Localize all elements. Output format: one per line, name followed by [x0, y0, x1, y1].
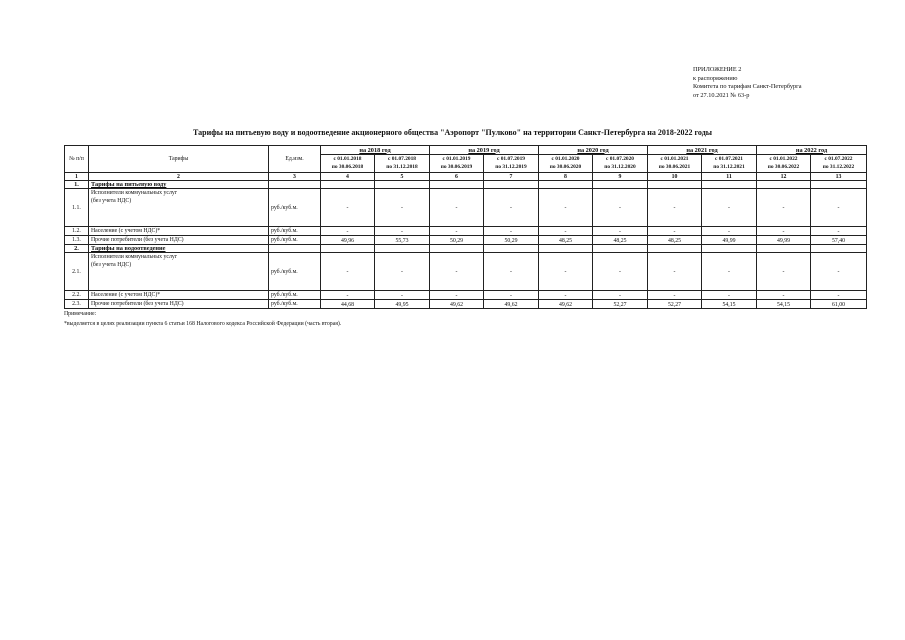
section-number: 2. — [65, 245, 89, 253]
empty-cell — [648, 181, 702, 189]
period-to: по 31.12.2018 — [386, 163, 418, 170]
tariff-value: - — [757, 227, 811, 236]
tariff-value: - — [321, 253, 375, 291]
column-number: 12 — [757, 173, 811, 181]
column-number: 10 — [648, 173, 702, 181]
tariff-table — [64, 145, 867, 309]
document-title: Тарифы на питьевую воду и водоотведение акционерного общества "Аэропорт "Пулково" на территории Санкт-Петербурга на 2018-2022 годы — [193, 128, 712, 137]
appendix-line: ПРИЛОЖЕНИЕ 2 — [693, 66, 742, 73]
tariff-value: 49,99 — [757, 236, 811, 245]
header-period — [375, 155, 430, 173]
tariff-value: - — [484, 189, 539, 227]
empty-cell — [648, 245, 702, 253]
empty-cell — [811, 181, 867, 189]
period-from: с 01.01.2022 — [769, 156, 798, 162]
row-number: 2.3. — [65, 300, 89, 309]
tariff-value: 50,29 — [484, 236, 539, 245]
row-label-line: Население (с учетом НДС)* — [91, 228, 161, 234]
header-unit: Ед.изм. — [269, 146, 321, 173]
empty-cell — [757, 181, 811, 189]
header-year: на 2021 год — [648, 146, 757, 155]
empty-cell — [702, 181, 757, 189]
footnote-label: Примечание: — [64, 311, 97, 317]
empty-cell — [269, 245, 321, 253]
tariff-value: 44,68 — [321, 300, 375, 309]
period-from: с 01.07.2021 — [715, 156, 743, 162]
row-label — [89, 227, 269, 236]
column-number: 11 — [702, 173, 757, 181]
header-period — [757, 155, 811, 173]
row-label-line: Исполнители коммунальных услуг — [91, 190, 178, 196]
tariff-value: - — [375, 291, 430, 300]
tariff-value: - — [702, 253, 757, 291]
tariff-value: 48,25 — [648, 236, 702, 245]
header-period — [430, 155, 484, 173]
tariff-value: 52,27 — [593, 300, 648, 309]
period-from: с 01.01.2019 — [442, 156, 471, 162]
period-from: с 01.07.2020 — [606, 156, 634, 162]
tariff-value: 49,62 — [539, 300, 593, 309]
header-period — [539, 155, 593, 173]
row-unit: руб./куб.м. — [269, 291, 321, 300]
tariff-value: - — [757, 291, 811, 300]
column-number: 9 — [593, 173, 648, 181]
appendix-block — [693, 66, 802, 100]
period-from: с 01.07.2018 — [388, 156, 416, 162]
column-number: 6 — [430, 173, 484, 181]
table-row — [65, 291, 867, 300]
empty-cell — [321, 245, 375, 253]
tariff-value: - — [430, 291, 484, 300]
empty-cell — [702, 245, 757, 253]
tariff-value: - — [757, 189, 811, 227]
appendix-line: к распоряжению — [693, 74, 738, 82]
tariff-value: - — [811, 189, 867, 227]
section-number: 1. — [65, 181, 89, 189]
column-number: 2 — [89, 173, 269, 181]
period-to: по 31.12.2019 — [495, 163, 527, 170]
tariff-value: - — [484, 253, 539, 291]
tariff-value: - — [430, 227, 484, 236]
period-to: по 31.12.2020 — [604, 163, 636, 170]
row-label-line: (без учета НДС) — [91, 262, 132, 268]
footnote — [64, 309, 341, 329]
row-label-line: Прочие потребители (без учета НДС) — [91, 237, 184, 243]
column-number: 3 — [269, 173, 321, 181]
appendix-line: Комитета по тарифам Санкт-Петербурга — [693, 83, 802, 91]
row-number: 2.1. — [65, 253, 89, 291]
period-to: по 30.06.2022 — [767, 163, 800, 170]
tariff-value: - — [757, 253, 811, 291]
period-from: с 01.01.2021 — [660, 156, 689, 162]
tariff-value: - — [648, 253, 702, 291]
tariff-value: 61,00 — [811, 300, 867, 309]
row-unit: руб./куб.м. — [269, 236, 321, 245]
tariff-value: - — [811, 227, 867, 236]
row-label-line: (без учета НДС) — [91, 198, 132, 204]
header-period — [321, 155, 375, 173]
period-to: по 30.06.2019 — [440, 163, 473, 170]
tariff-value: - — [811, 291, 867, 300]
empty-cell — [593, 181, 648, 189]
period-to: по 30.06.2018 — [331, 163, 364, 170]
tariff-value: 49,95 — [375, 300, 430, 309]
column-number: 13 — [811, 173, 867, 181]
tariff-value: 48,25 — [539, 236, 593, 245]
tariff-value: 52,27 — [648, 300, 702, 309]
period-to: по 31.12.2022 — [822, 163, 855, 170]
empty-cell — [430, 245, 484, 253]
table-row — [65, 253, 867, 291]
row-label — [89, 300, 269, 309]
empty-cell — [430, 181, 484, 189]
tariff-value: 57,40 — [811, 236, 867, 245]
tariff-value: 54,15 — [702, 300, 757, 309]
tariff-value: - — [484, 291, 539, 300]
tariff-value: - — [648, 189, 702, 227]
section-row — [65, 245, 867, 253]
section-title: Тарифы на водоотведение — [89, 245, 269, 253]
column-number: 4 — [321, 173, 375, 181]
tariff-value: - — [375, 253, 430, 291]
row-number: 1.2. — [65, 227, 89, 236]
header-year: на 2020 год — [539, 146, 648, 155]
empty-cell — [593, 245, 648, 253]
column-number: 1 — [65, 173, 89, 181]
tariff-value: 54,15 — [757, 300, 811, 309]
tariff-value: - — [648, 291, 702, 300]
tariff-value: - — [593, 189, 648, 227]
tariff-value: - — [593, 291, 648, 300]
tariff-value: - — [375, 227, 430, 236]
empty-cell — [321, 181, 375, 189]
tariff-value: 49,96 — [321, 236, 375, 245]
row-number: 1.3. — [65, 236, 89, 245]
table-row — [65, 300, 867, 309]
row-unit: руб./куб.м. — [269, 189, 321, 227]
row-label-line: Население (с учетом НДС)* — [91, 292, 161, 298]
header-period — [811, 155, 867, 173]
tariff-value: - — [539, 189, 593, 227]
header-tariff: Тарифы — [89, 146, 269, 173]
header-year: на 2022 год — [757, 146, 867, 155]
tariff-value: - — [539, 227, 593, 236]
empty-cell — [269, 181, 321, 189]
tariff-value: 49,62 — [484, 300, 539, 309]
tariff-value: 48,25 — [593, 236, 648, 245]
row-unit: руб./куб.м. — [269, 300, 321, 309]
table-row — [65, 227, 867, 236]
period-from: с 01.01.2018 — [333, 156, 362, 162]
empty-cell — [539, 181, 593, 189]
table-row — [65, 236, 867, 245]
row-number: 1.1. — [65, 189, 89, 227]
header-year: на 2018 год — [321, 146, 430, 155]
empty-cell — [539, 245, 593, 253]
tariff-value: - — [593, 253, 648, 291]
tariff-value: 50,29 — [430, 236, 484, 245]
tariff-value: - — [539, 253, 593, 291]
column-number: 7 — [484, 173, 539, 181]
header-year: на 2019 год — [430, 146, 539, 155]
table-body — [65, 181, 867, 309]
tariff-value: - — [702, 291, 757, 300]
row-label — [89, 253, 269, 291]
empty-cell — [757, 245, 811, 253]
section-row — [65, 181, 867, 189]
tariff-value: - — [484, 227, 539, 236]
row-unit: руб./куб.м. — [269, 253, 321, 291]
header-period — [593, 155, 648, 173]
tariff-value: 49,99 — [702, 236, 757, 245]
tariff-value: - — [811, 253, 867, 291]
tariff-value: - — [539, 291, 593, 300]
period-from: с 01.07.2019 — [497, 156, 525, 162]
period-from: с 01.01.2020 — [551, 156, 580, 162]
tariff-value: 55,73 — [375, 236, 430, 245]
tariff-value: - — [375, 189, 430, 227]
table-row — [65, 189, 867, 227]
tariff-value: - — [702, 227, 757, 236]
column-number: 8 — [539, 173, 593, 181]
column-number: 5 — [375, 173, 430, 181]
appendix-line: от 27.10.2021 № 63-р — [693, 91, 750, 99]
empty-cell — [375, 245, 430, 253]
empty-cell — [375, 181, 430, 189]
period-from: с 01.07.2022 — [824, 156, 853, 162]
tariff-value: - — [430, 189, 484, 227]
row-unit: руб./куб.м. — [269, 227, 321, 236]
header-period — [484, 155, 539, 173]
table-header — [65, 146, 867, 181]
row-label — [89, 291, 269, 300]
period-to: по 30.06.2020 — [549, 163, 582, 170]
period-to: по 30.06.2021 — [658, 163, 691, 170]
header-period — [648, 155, 702, 173]
row-label — [89, 189, 269, 227]
row-label-line: Прочие потребители (без учета НДС) — [91, 301, 184, 307]
tariff-value: - — [648, 227, 702, 236]
row-number: 2.2. — [65, 291, 89, 300]
header-num: № п/п — [65, 146, 89, 173]
section-title: Тарифы на питьевую воду — [89, 181, 269, 189]
footnote-text: *выделяется в целях реализации пункта 6 статьи 168 Налогового кодекса Российской Федерации (часть вторая). — [64, 321, 342, 327]
period-to: по 31.12.2021 — [713, 163, 745, 170]
empty-cell — [811, 245, 867, 253]
tariff-value: - — [321, 291, 375, 300]
row-label — [89, 236, 269, 245]
row-label-line: Исполнители коммунальных услуг — [91, 254, 178, 260]
tariff-value: - — [430, 253, 484, 291]
tariff-value: - — [593, 227, 648, 236]
tariff-value: 49,62 — [430, 300, 484, 309]
empty-cell — [484, 245, 539, 253]
header-period — [702, 155, 757, 173]
tariff-value: - — [321, 189, 375, 227]
empty-cell — [484, 181, 539, 189]
tariff-value: - — [321, 227, 375, 236]
tariff-value: - — [702, 189, 757, 227]
